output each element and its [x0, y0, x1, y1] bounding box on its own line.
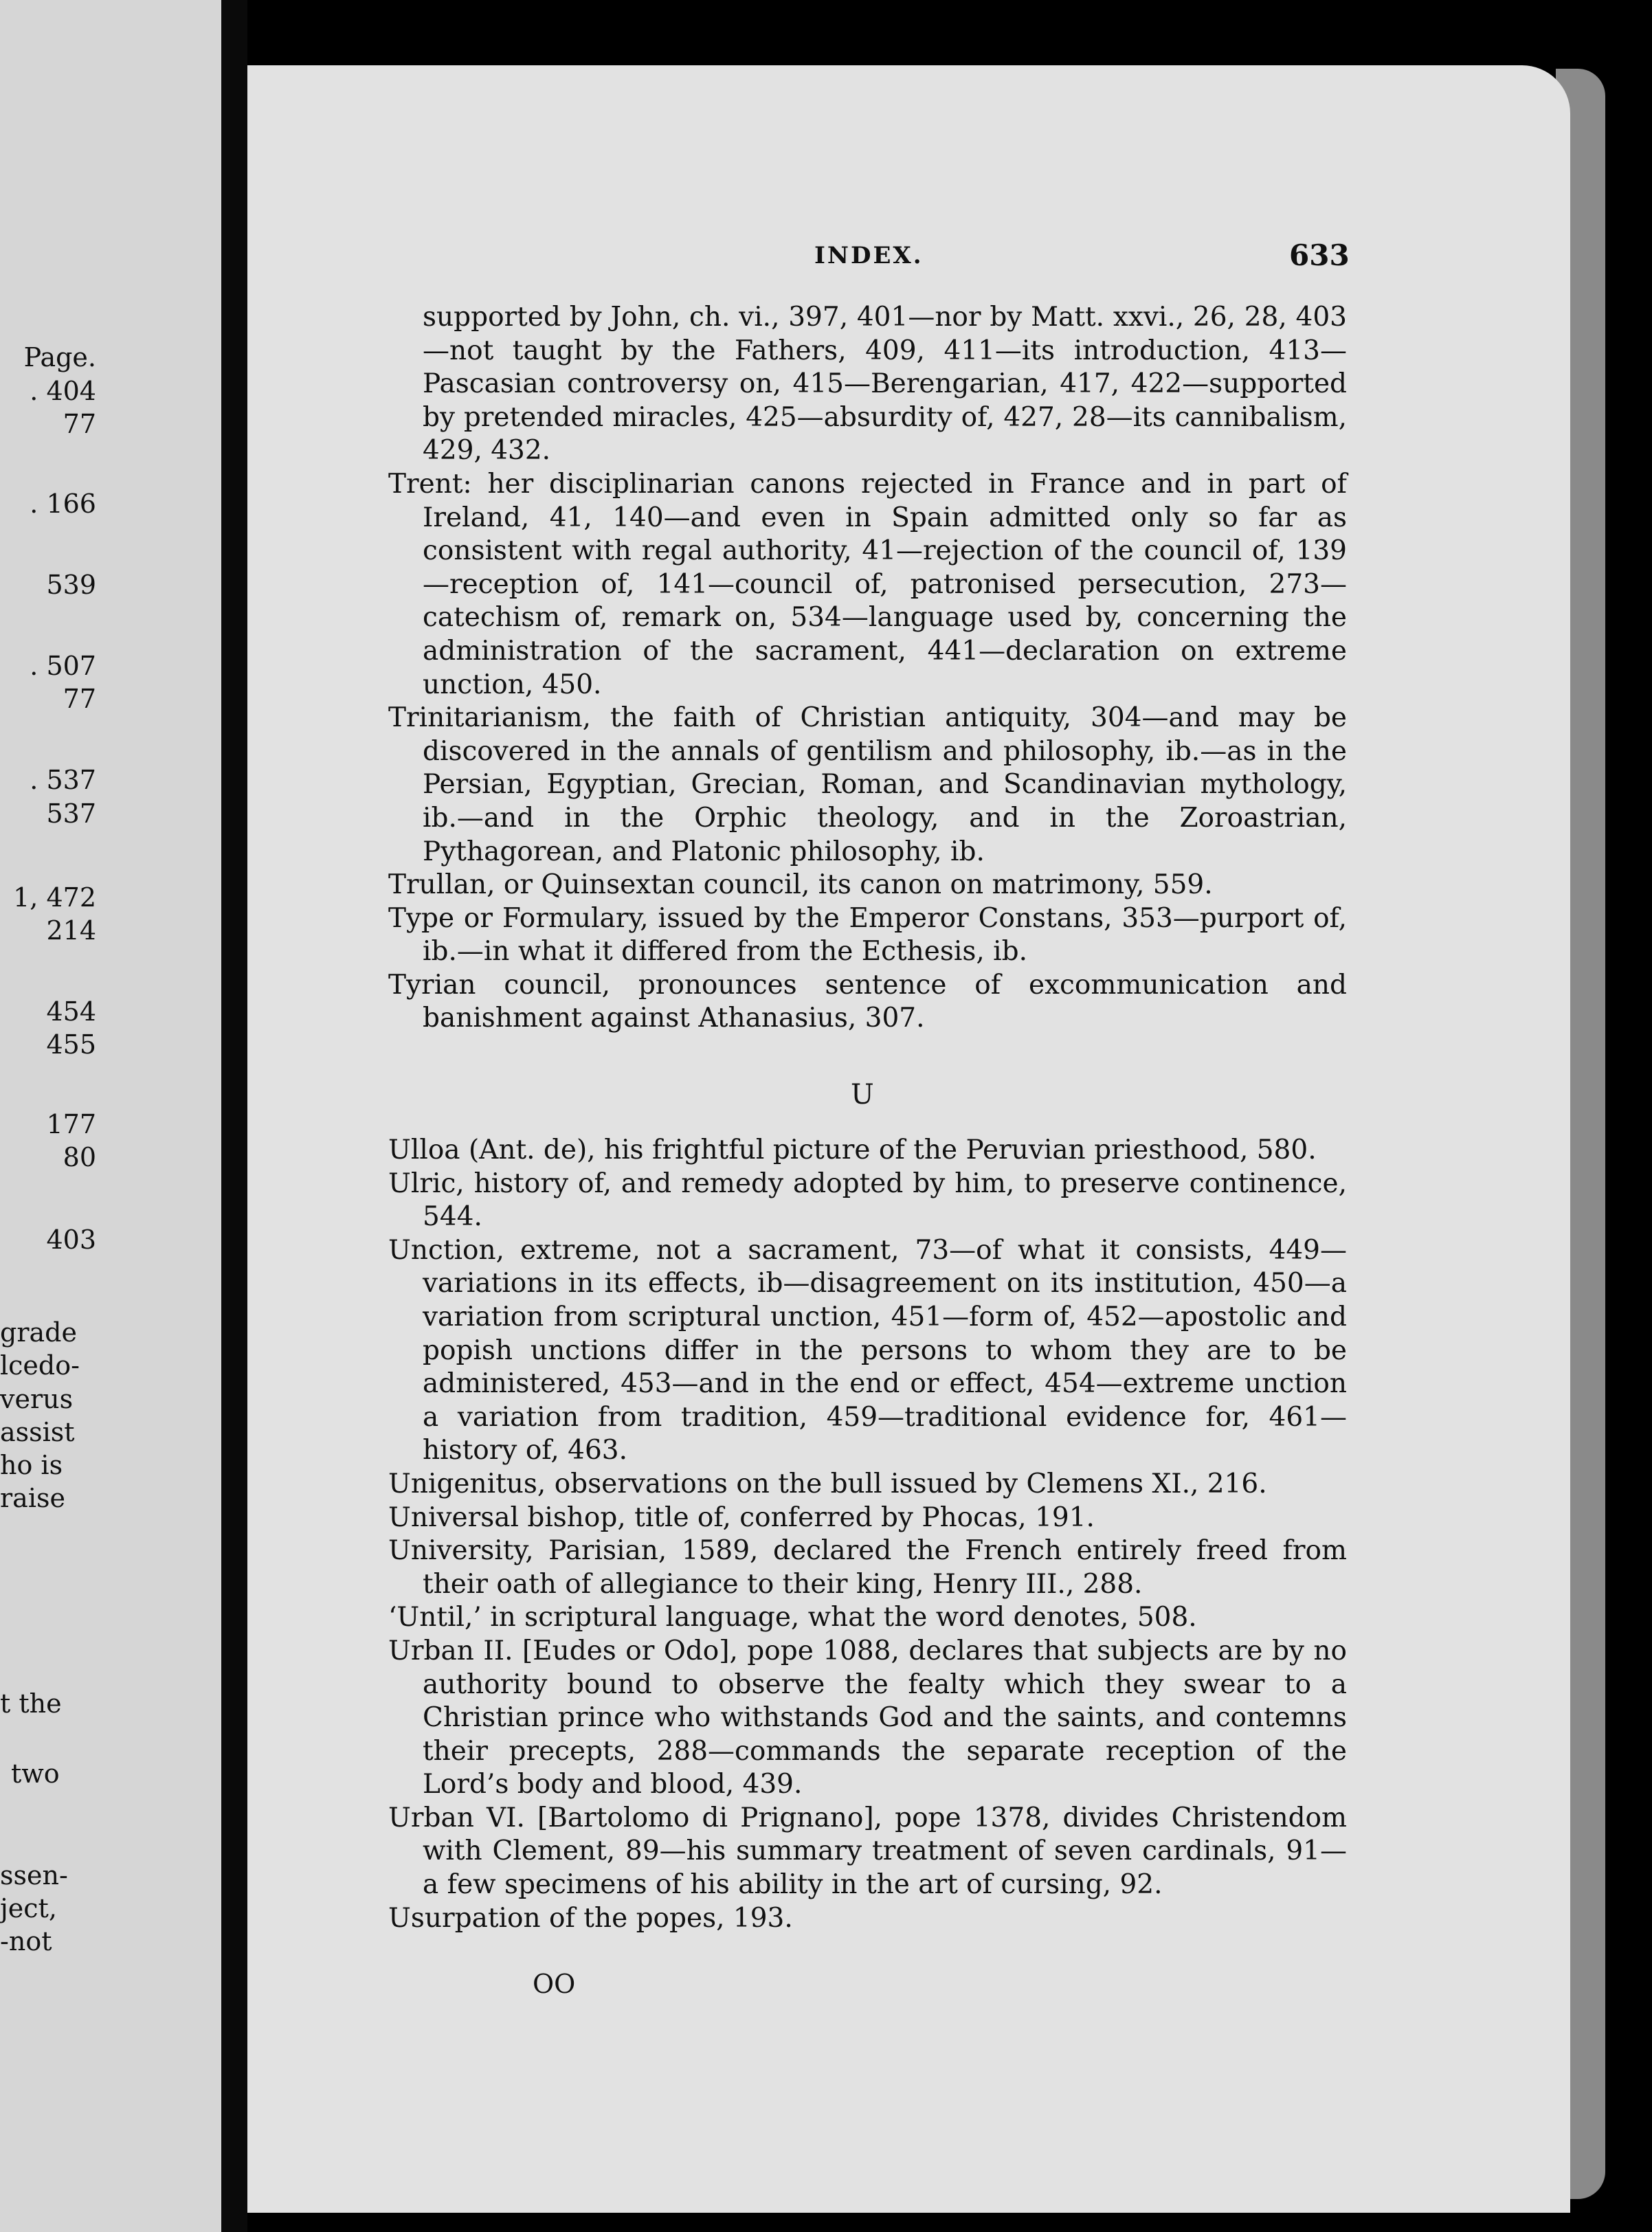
page-ref: 77 — [63, 684, 96, 714]
page-number: 633 — [1289, 238, 1350, 272]
text-fragment: grade — [0, 1317, 77, 1348]
index-entry: University, Parisian, 1589, declared the French entirely freed from their oath of allegiance to their king, Henry III., 288. — [388, 1535, 1347, 1600]
text-fragment: lcedo- — [0, 1350, 80, 1381]
page-ref: . 166 — [30, 489, 96, 519]
index-entry: Urban VI. [Bartolomo di Prignano], pope 1378, divides Christendom with Clement, 89—his summary treatment of seven cardinals, 91—a few specimens of his ability in the art of cursing, 92. — [388, 1802, 1347, 1901]
index-entry: Trullan, or Quinsextan council, its canon on matrimony, 559. — [388, 869, 1213, 901]
text-fragment: ssen- — [0, 1860, 68, 1890]
index-entry: ‘Until,’ in scriptural language, what the word denotes, 508. — [388, 1602, 1197, 1633]
text-fragment: ho is — [0, 1450, 63, 1480]
page-ref: . 404 — [30, 376, 96, 406]
index-entry: Urban II. [Eudes or Odo], pope 1088, declares that subjects are by no authority bound to observe the fealty which they swear to a Christian prince who withstands God and the saints, and contemns their precepts, 288—commands the separate reception of the Lord’s body and blood, 439. — [388, 1635, 1347, 1800]
index-entries-t — [388, 301, 1347, 1036]
text-fragment: t the — [0, 1688, 62, 1719]
text-fragment: assist — [0, 1417, 75, 1447]
text-fragment: verus — [0, 1384, 74, 1414]
book-gutter — [221, 0, 247, 2232]
index-entry: Type or Formulary, issued by the Emperor Constans, 353—purport of, ib.—in what it differed from the Ecthesis, ib. — [388, 902, 1347, 968]
page-ref: 177 — [46, 1109, 96, 1139]
facing-page — [0, 0, 221, 2232]
index-entry: Unigenitus, observations on the bull issued by Clemens XI., 216. — [388, 1468, 1267, 1499]
index-entry: Trinitarianism, the faith of Christian antiquity, 304—and may be discovered in the annals of gentilism and philosophy, ib.—as in the Persian, Egyptian, Grecian, Roman, and Scandinavian mythology, ib.—and in the Orphic theology, and in the Zoroastrian, Pythagorean, and Platonic philosophy, ib. — [388, 702, 1347, 867]
page-ref: 537 — [46, 799, 96, 829]
text-fragment: raise — [0, 1483, 65, 1513]
page-ref: . 507 — [30, 651, 96, 681]
page-ref: 214 — [46, 915, 96, 946]
page-ref: . 537 — [30, 765, 96, 795]
page-ref: 454 — [46, 996, 96, 1027]
page-ref: 403 — [46, 1225, 96, 1255]
index-entry: Ulric, history of, and remedy adopted by him, to preserve continence, 544. — [388, 1168, 1347, 1233]
page-ref: 455 — [46, 1029, 96, 1060]
index-entry: Universal bishop, title of, conferred by Phocas, 191. — [388, 1502, 1095, 1533]
page-ref: 539 — [46, 570, 96, 600]
section-letter: U — [851, 1079, 874, 1111]
text-fragment: -not — [0, 1926, 52, 1956]
running-header: INDEX. — [814, 242, 924, 269]
text-fragment: ject, — [0, 1893, 57, 1923]
index-entries-u — [388, 1134, 1347, 1935]
index-entry: Usurpation of the popes, 193. — [388, 1902, 793, 1934]
page-ref: 1, 472 — [13, 882, 96, 913]
page-ref: 77 — [63, 409, 96, 439]
index-entry: Trent: her disciplinarian canons rejected in France and in part of Ireland, 41, 140—and even in Spain admitted only so far as consistent with regal authority, 41—rejection of the council of, 139—reception of, 141—council of, patronised persecution, 273—catechism of, remark on, 534—language used by, concerning the administration of the sacrament, 441—declaration on extreme unction, 450. — [388, 468, 1347, 700]
signature-mark: OO — [533, 1969, 576, 1999]
index-entry: Unction, extreme, not a sacrament, 73—of what it consists, 449—variations in its effects, ib—disagreement on its institution, 450—a variation from scriptural unction, 451—form of, 452—apostolic and popish unctions differ in the persons to whom they are to be administered, 453—and in the end or effect, 454—extreme unction a variation from tradition, 459—traditional evidence for, 461—history of, 463. — [388, 1234, 1347, 1466]
index-entry: supported by John, ch. vi., 397, 401—nor by Matt. xxvi., 26, 28, 403—not taught by the Fathers, 409, 411—its introduction, 413—Pascasian controversy on, 415—Berengarian, 417, 422—supported by pretended miracles, 425—absurdity of, 427, 28—its cannibalism, 429, 432. — [423, 302, 1347, 467]
page-ref: 80 — [63, 1142, 96, 1172]
text-fragment: two — [11, 1759, 60, 1789]
index-entry: Tyrian council, pronounces sentence of excommunication and banishment against Athanasius, 307. — [388, 969, 1347, 1034]
index-entry: Ulloa (Ant. de), his frightful picture of the Peruvian priesthood, 580. — [388, 1135, 1317, 1165]
column-header: Page. — [23, 342, 96, 372]
